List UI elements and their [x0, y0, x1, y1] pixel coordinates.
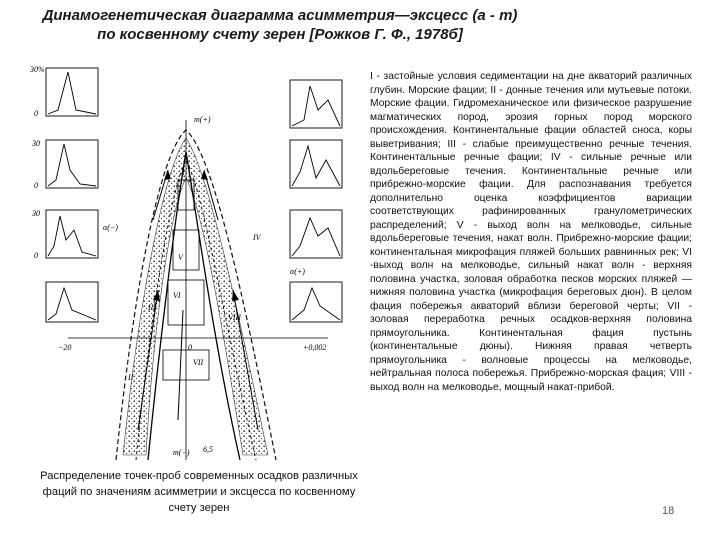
title-line-2: по косвенному счету зерен [Рожков Г. Ф., 1978б] — [97, 26, 463, 43]
x-tick-label: +0,002 — [303, 343, 327, 352]
axis-label-a-plus: α(+) — [290, 267, 305, 276]
diagram-svg — [28, 60, 358, 468]
bottom-value-label: 6,5 — [203, 445, 213, 454]
y-tick-label: 30% — [30, 65, 45, 74]
title-line-1: Динамогенетическая диаграмма асимметрия—эксцесс (a - m) — [42, 7, 518, 24]
y-tick-label: 0 — [34, 109, 38, 118]
zone-label: II — [128, 373, 134, 382]
legend-text: I - застойные условия седиментации на дне акваторий различных глубин. Морские фации; II - донные течения или мутьевые потоки. Морские фации. Гидромеханическое или физическое разрушение магматических пород, эрозия горных пород морского происхождения. Континентальные фации областей сноса, коры выветривания; III - слабые преимущественно речные течения. Континентальные речные фации; IV - сильные речные или вдольбереговые течения. Континентальные речные или прибрежно-морские фации. Для распознавания требуется дополнительно оценка коэффициентов вариации соответствующих рафинированных гранулометрических распределений; V - выход волн на мелководье, сильные вдольбереговые течения, накат волн. Прибрежно-морские фации; континентальная микрофация пляжей больших равнинных рек; VI -выход волн на мелководье, сильный накат волн - верхняя половина участка, золовая обработка песков морских пляжей — нижняя половина участка (микрофация береговых дюн). В целом фация побережья акваторий вблизи береговой черты; VII - золовая переработка речных осадков-верхняя половина прямоугольника. Континентальная фация пустынь (континентальные дюны). Нижняя правая четверть прямоугольника - волновые процессы на мелководье, нейтральная полоса побережья. Прибрежно-морская фация; VIII - выход волн на мелководье, мощный накат-прибой. — [370, 71, 692, 393]
zone-label: VI — [173, 291, 181, 300]
axis-label-m-minus: m(−) — [173, 448, 190, 457]
y-tick-label: 30 — [32, 209, 40, 218]
page-number: 18 — [662, 505, 675, 517]
zone-label: I — [182, 168, 185, 177]
x-tick-label: 0 — [188, 343, 192, 352]
axis-label-m-plus: m(+) — [194, 115, 211, 124]
y-tick-label: 0 — [34, 181, 38, 190]
zone-label: III — [148, 303, 156, 312]
zone-label: V — [178, 253, 183, 262]
axis-label-a-minus: α(−) — [103, 223, 118, 232]
slide-title — [20, 6, 540, 44]
x-tick-label: −20 — [58, 343, 72, 352]
y-tick-label: 0 — [34, 251, 38, 260]
zone-label: IV — [253, 233, 261, 242]
y-tick-label: 30 — [32, 139, 40, 148]
zone-label: VII — [193, 358, 204, 367]
zone-label: VIII — [228, 313, 241, 322]
figure-caption: Распределение точек-проб современных осадков различных фаций по значениям асимметрии и эксцесса по косвенному счету зерен — [40, 470, 358, 514]
dynamogenetic-diagram — [28, 60, 358, 468]
